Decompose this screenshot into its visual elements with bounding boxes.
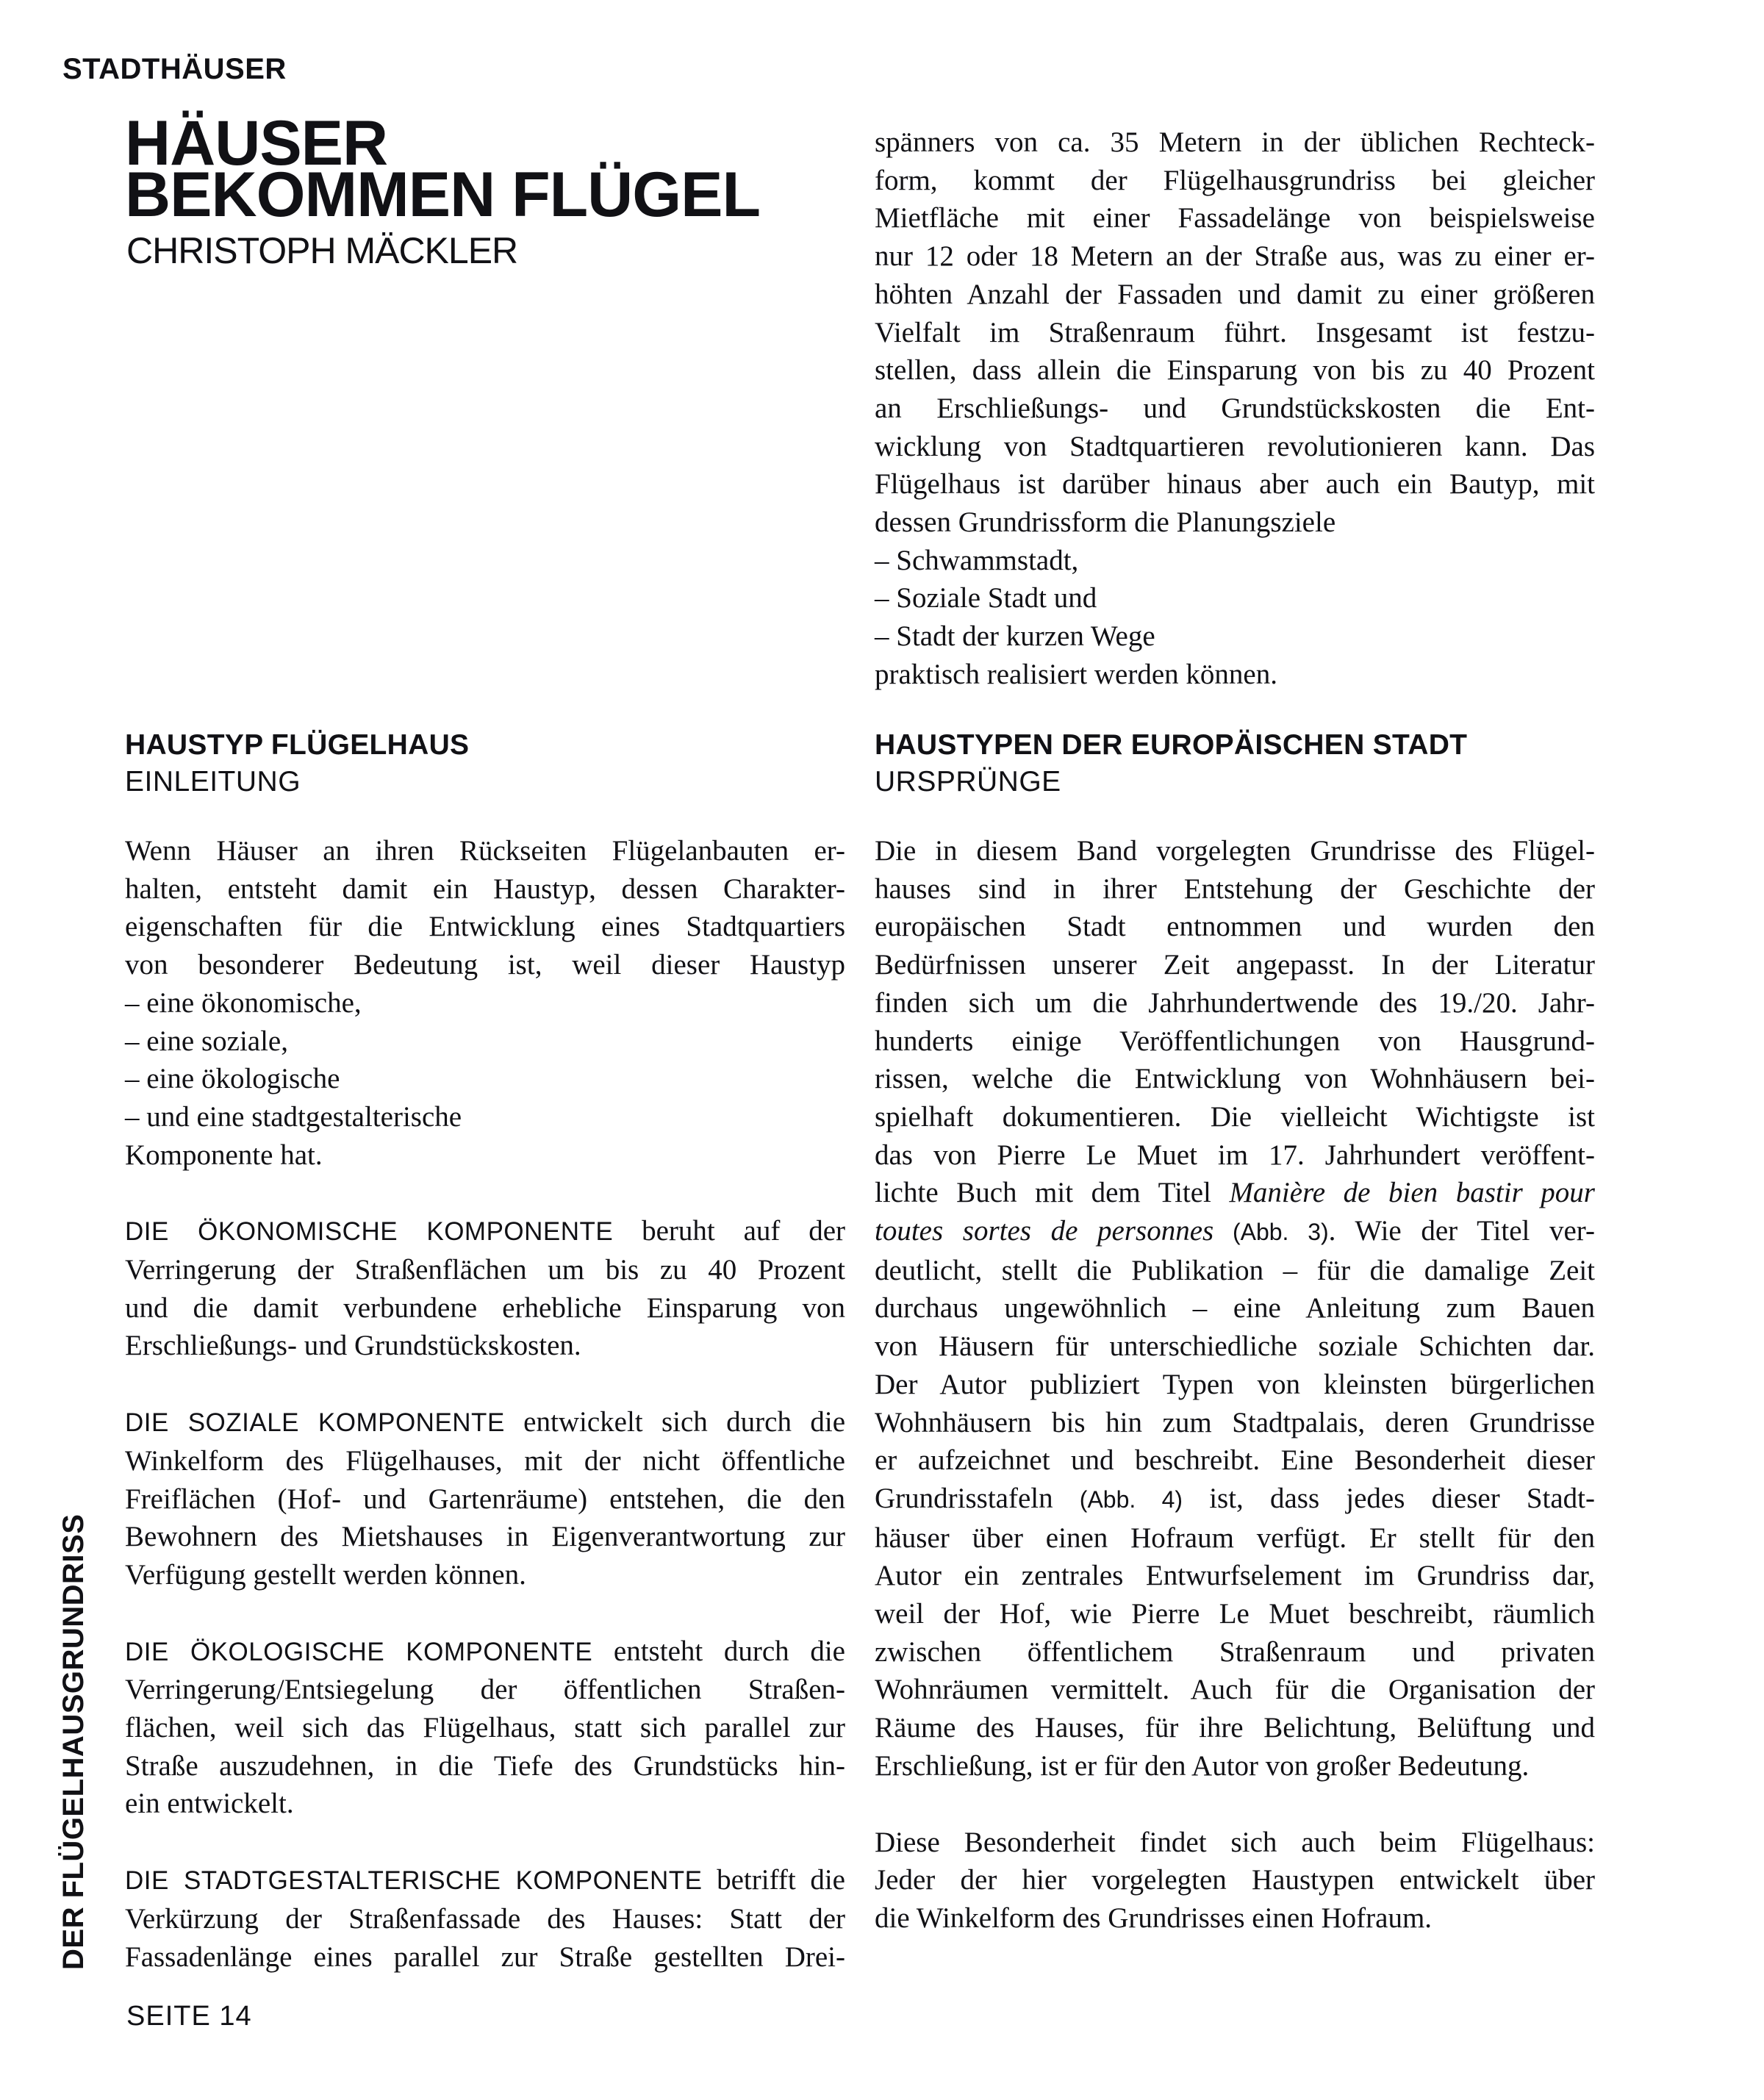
text-line: Komponente hat. xyxy=(125,1139,323,1171)
vertical-chapter-label: DER FLÜGELHAUSGRUNDRISS xyxy=(57,1513,90,1970)
text-line: häuser über einen Hofraum verfügt. Er stellt für den xyxy=(875,1522,1595,1554)
list-item: – eine ökologische xyxy=(125,1063,340,1095)
text-line: die Winkelform des Grundrisses einen Hofraum. xyxy=(875,1902,1433,1934)
book-title: Manière de bien bastir pour xyxy=(1229,1177,1595,1209)
article-title xyxy=(125,108,761,230)
text-fragment: . Wie der Titel ver- xyxy=(1328,1215,1595,1247)
text-fragment: entsteht durch die xyxy=(592,1635,845,1667)
text-line: rissen, welche die Entwicklung von Wohnhäusern bei- xyxy=(875,1063,1595,1095)
list-item: – eine ökonomische, xyxy=(125,986,362,1019)
text-line: von besonderer Bedeutung ist, weil dieser Haustyp xyxy=(125,949,845,981)
text-line: Wohnräumen vermittelt. Auch für die Organisation der xyxy=(875,1674,1595,1706)
closing-paragraph xyxy=(875,1824,1595,1938)
text-line: durchaus ungewöhnlich – eine Anleitung zum Bauen xyxy=(875,1292,1595,1325)
list-item: – und eine stadtgestalterische xyxy=(125,1100,462,1133)
text-line: Straße auszudehnen, in die Tiefe des Grundstücks hin- xyxy=(125,1749,845,1782)
text-line: an Erschließungs- und Grundstückskosten die Ent- xyxy=(875,392,1595,424)
figure-reference: (Abb. 4) xyxy=(1079,1486,1183,1513)
text-line: Mietfläche mit einer Fassadelänge von beispielsweise xyxy=(875,202,1595,234)
component-lead: DIE ÖKONOMISCHE KOMPONENTE xyxy=(125,1217,614,1247)
text-line: das von Pierre Le Muet im 17. Jahrhundert veröffent- xyxy=(875,1139,1595,1171)
text-line: weil der Hof, wie Pierre Le Muet beschreibt, räumlich xyxy=(875,1598,1595,1630)
text-line: Fassadenlänge eines parallel zur Straße gestellten Drei- xyxy=(125,1940,845,1973)
text-line: stellen, dass allein die Einsparung von bis zu 40 Prozent xyxy=(875,354,1595,387)
text-line: Winkelform des Flügelhauses, mit der nicht öffentliche xyxy=(125,1444,845,1477)
text-line: ein entwickelt. xyxy=(125,1788,294,1820)
text-line: Der Autor publiziert Typen von kleinsten bürgerlichen xyxy=(875,1368,1595,1400)
text-line: Erschließungs- und Grundstückskosten. xyxy=(125,1330,581,1362)
text-line: er aufzeichnet und beschreibt. Eine Besonderheit dieser xyxy=(875,1444,1595,1477)
text-line: deutlicht, stellt die Publikation – für die damalige Zeit xyxy=(875,1254,1595,1286)
text-line: hauses sind in ihrer Entstehung der Geschichte der xyxy=(875,872,1595,905)
book-title: toutes sortes de personnes xyxy=(875,1215,1214,1247)
component-lead: DIE ÖKOLOGISCHE KOMPONENTE xyxy=(125,1637,593,1666)
text-fragment: Grundrisstafeln xyxy=(875,1482,1080,1514)
intro-paragraph xyxy=(125,832,845,1174)
component-paragraph-urban-design xyxy=(125,1861,845,1976)
page-number: SEITE 14 xyxy=(126,2001,252,2032)
text-line: von Häusern für unterschiedliche soziale Schichten dar. xyxy=(875,1330,1595,1363)
text-line: Diese Besonderheit findet sich auch beim Flügelhaus: xyxy=(875,1826,1595,1858)
text-line: höhten Anzahl der Fassaden und damit zu einer größeren xyxy=(875,278,1595,310)
text-line: europäischen Stadt entnommen und wurden den xyxy=(875,911,1595,943)
text-line: Wohnhäusern bis hin zum Stadtpalais, deren Grundrisse xyxy=(875,1406,1595,1438)
section-subheading: URSPRÜNGE xyxy=(875,766,1061,798)
section-haustyp-fluegelhaus xyxy=(125,728,845,1976)
text-line: Räume des Hauses, für ihre Belichtung, Belüftung und xyxy=(875,1712,1595,1744)
text-line: Wenn Häuser an ihren Rückseiten Flügelanbauten er- xyxy=(125,835,845,867)
text-line: nur 12 oder 18 Metern an der Straße aus, was zu einer er- xyxy=(875,240,1595,273)
component-lead: DIE STADTGESTALTERISCHE KOMPONENTE xyxy=(125,1866,703,1896)
text-line: Verkürzung der Straßenfassade des Hauses: Statt der xyxy=(125,1902,845,1935)
figure-reference: (Abb. 3) xyxy=(1213,1219,1329,1246)
text-line: und die damit verbundene erhebliche Einsparung von xyxy=(125,1291,845,1324)
text-line: Verringerung/Entsiegelung der öffentlichen Straßen- xyxy=(125,1674,845,1706)
text-line: spielhaft dokumentieren. Die vielleicht Wichtigste ist xyxy=(875,1100,1595,1133)
text-line: zwischen öffentlichem Straßenraum und privaten xyxy=(875,1635,1595,1668)
text-line: Bewohnern des Mietshauses in Eigenverantwortung zur xyxy=(125,1521,845,1553)
text-line: finden sich um die Jahrhundertwende des 19./20. Jahr- xyxy=(875,986,1595,1019)
text-line: Erschließung, ist er für den Autor von großer Bedeutung. xyxy=(875,1749,1530,1782)
section-heading: HAUSTYP FLÜGELHAUS xyxy=(125,729,470,761)
list-item: – eine soziale, xyxy=(125,1025,288,1057)
text-line: halten, entsteht damit ein Haustyp, dessen Charakter- xyxy=(125,872,845,905)
text-fragment: entwickelt sich durch die xyxy=(504,1406,845,1438)
text-line: wicklung von Stadtquartieren revolutionieren kann. Das xyxy=(875,430,1595,462)
article-title-line-2: BEKOMMEN FLÜGEL xyxy=(125,160,761,230)
component-paragraph-social xyxy=(125,1403,845,1594)
text-fragment: ist, dass jedes dieser Stadt- xyxy=(1183,1482,1596,1514)
text-line: flächen, weil sich das Flügelhaus, statt sich parallel zur xyxy=(125,1712,845,1744)
right-column-continuation xyxy=(875,123,1595,694)
text-line: Verfügung gestellt werden können. xyxy=(125,1558,526,1591)
text-line: form, kommt der Flügelhausgrundriss bei gleicher xyxy=(875,164,1595,196)
component-paragraph-ecological xyxy=(125,1633,845,1824)
text-line: eigenschaften für die Entwicklung eines Stadtquartiers xyxy=(125,911,845,943)
article-author: CHRISTOPH MÄCKLER xyxy=(126,230,518,271)
component-lead: DIE SOZIALE KOMPONENTE xyxy=(125,1408,505,1438)
text-line: Jeder der hier vorgelegten Haustypen entwickelt über xyxy=(875,1864,1595,1896)
component-paragraph-economic xyxy=(125,1212,845,1365)
text-fragment: lichte Buch mit dem Titel xyxy=(875,1177,1230,1209)
section-heading: HAUSTYPEN DER EUROPÄISCHEN STADT xyxy=(875,729,1468,761)
text-line: spänners von ca. 35 Metern in der üblichen Rechteck- xyxy=(875,126,1595,158)
continuation-paragraph xyxy=(875,123,1595,694)
section-haustypen-europaeische-stadt xyxy=(875,728,1595,1938)
text-line: hunderts einige Veröffentlichungen von Hausgrund- xyxy=(875,1025,1595,1057)
list-item: – Soziale Stadt und xyxy=(875,582,1097,614)
text-line: Vielfalt im Straßenraum führt. Insgesamt ist festzu- xyxy=(875,316,1595,348)
article-title-line-1: HÄUSER xyxy=(125,108,388,179)
text-line: Verringerung der Straßenflächen um bis zu 40 Prozent xyxy=(125,1254,845,1286)
text-line: praktisch realisiert werden können. xyxy=(875,658,1277,690)
text-line: Flügelhaus ist darüber hinaus aber auch ein Bautyp, mit xyxy=(875,468,1595,501)
text-line: Die in diesem Band vorgelegten Grundrisse des Flügel- xyxy=(875,835,1595,867)
text-line: Autor ein zentrales Entwurfselement im Grundriss dar, xyxy=(875,1560,1595,1592)
list-item: – Schwammstadt, xyxy=(875,544,1079,576)
text-line: Bedürfnissen unserer Zeit angepasst. In der Literatur xyxy=(875,949,1595,981)
text-line: dessen Grundrissform die Planungsziele xyxy=(875,506,1336,539)
text-line: Freiflächen (Hof- und Gartenräume) entstehen, die den xyxy=(125,1483,845,1515)
origins-paragraph xyxy=(875,832,1595,1785)
list-item: – Stadt der kurzen Wege xyxy=(875,620,1155,653)
section-kicker: STADTHÄUSER xyxy=(62,53,287,85)
text-fragment: beruht auf der xyxy=(613,1215,845,1247)
section-subheading: EINLEITUNG xyxy=(125,766,301,798)
text-fragment: betrifft die xyxy=(702,1864,845,1896)
